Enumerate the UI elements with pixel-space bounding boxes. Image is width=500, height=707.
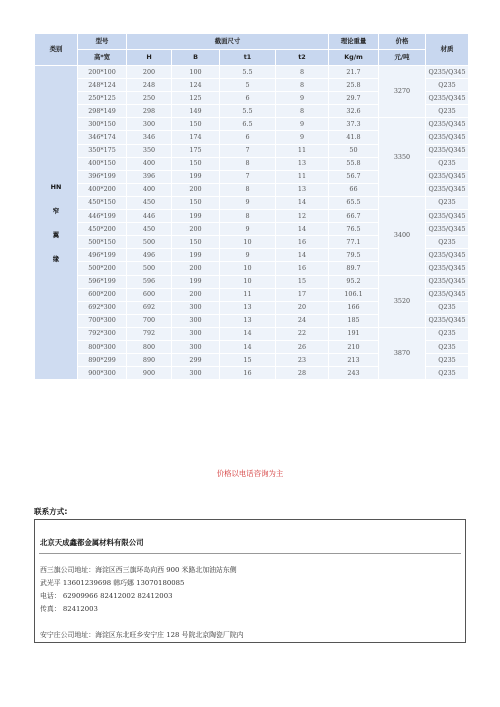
- cell-material: Q235: [426, 236, 469, 249]
- cell-weight: 185: [329, 314, 379, 327]
- cell-h: 200: [127, 66, 172, 79]
- cell-t2: 28: [276, 367, 329, 380]
- header-price-unit: 元/吨: [379, 50, 426, 66]
- category-char: 窄: [52, 206, 60, 215]
- cell-t1: 6.5: [220, 118, 276, 131]
- cell-h: 600: [127, 288, 172, 301]
- cell-t2: 12: [276, 210, 329, 223]
- cell-material: Q235: [426, 301, 469, 314]
- cell-b: 200: [172, 288, 220, 301]
- cell-t1: 13: [220, 314, 276, 327]
- header-weight-unit: Kg/m: [329, 50, 379, 66]
- cell-price: 3400: [379, 196, 426, 275]
- cell-price: 3520: [379, 275, 426, 327]
- cell-b: 200: [172, 183, 220, 196]
- cell-t1: 15: [220, 354, 276, 367]
- cell-t1: 10: [220, 262, 276, 275]
- cell-h: 396: [127, 170, 172, 183]
- cell-model: 396*199: [78, 170, 127, 183]
- cell-b: 150: [172, 157, 220, 170]
- table-row: [35, 196, 469, 209]
- cell-t1: 7: [220, 144, 276, 157]
- header-weight: 理论重量: [329, 34, 379, 50]
- cell-price: 3350: [379, 118, 426, 197]
- cell-t2: 8: [276, 66, 329, 79]
- cell-h: 400: [127, 183, 172, 196]
- cell-t2: 15: [276, 275, 329, 288]
- category-char: 翼: [52, 230, 60, 239]
- cell-h: 500: [127, 236, 172, 249]
- cell-t2: 11: [276, 170, 329, 183]
- cell-b: 150: [172, 196, 220, 209]
- cell-model: 400*200: [78, 183, 127, 196]
- cell-model: 500*150: [78, 236, 127, 249]
- cell-t1: 14: [220, 340, 276, 353]
- table-row: [35, 327, 469, 340]
- cell-model: 900*300: [78, 367, 127, 380]
- cell-b: 300: [172, 327, 220, 340]
- category-char: HN: [50, 182, 62, 191]
- header-t2: t2: [276, 50, 329, 66]
- cell-t2: 23: [276, 354, 329, 367]
- cell-weight: 50: [329, 144, 379, 157]
- cell-h: 496: [127, 249, 172, 262]
- cell-b: 149: [172, 105, 220, 118]
- cell-t1: 9: [220, 196, 276, 209]
- cell-h: 350: [127, 144, 172, 157]
- fax-line: 传真： 82412003: [40, 605, 98, 613]
- cell-t2: 9: [276, 131, 329, 144]
- cell-material: Q235/Q345: [426, 288, 469, 301]
- cell-material: Q235: [426, 105, 469, 118]
- cell-weight: 213: [329, 354, 379, 367]
- cell-t1: 9: [220, 223, 276, 236]
- cell-b: 300: [172, 301, 220, 314]
- cell-material: Q235: [426, 79, 469, 92]
- cell-h: 450: [127, 196, 172, 209]
- cell-t2: 24: [276, 314, 329, 327]
- cell-t2: 9: [276, 92, 329, 105]
- cell-t1: 13: [220, 301, 276, 314]
- cell-b: 200: [172, 262, 220, 275]
- cell-t2: 22: [276, 327, 329, 340]
- cell-h: 300: [127, 118, 172, 131]
- cell-b: 300: [172, 340, 220, 353]
- cell-b: 174: [172, 131, 220, 144]
- cell-weight: 66.7: [329, 210, 379, 223]
- cell-model: 496*199: [78, 249, 127, 262]
- table-row: [35, 275, 469, 288]
- cell-h: 792: [127, 327, 172, 340]
- cell-t1: 7: [220, 170, 276, 183]
- cell-h: 446: [127, 210, 172, 223]
- cell-t2: 16: [276, 262, 329, 275]
- cell-t1: 6: [220, 92, 276, 105]
- cell-t2: 14: [276, 196, 329, 209]
- cell-h: 248: [127, 79, 172, 92]
- cell-material: Q235/Q345: [426, 183, 469, 196]
- header-model-sub: 高*宽: [78, 50, 127, 66]
- cell-weight: 55.8: [329, 157, 379, 170]
- company-name: 北京天成鑫都金属材料有限公司: [40, 538, 144, 547]
- cell-weight: 37.3: [329, 118, 379, 131]
- table-row: [35, 118, 469, 131]
- cell-t1: 5: [220, 79, 276, 92]
- cell-t1: 10: [220, 236, 276, 249]
- cell-t2: 17: [276, 288, 329, 301]
- header-material: 材质: [426, 34, 469, 66]
- cell-material: Q235/Q345: [426, 262, 469, 275]
- cell-t2: 14: [276, 249, 329, 262]
- cell-b: 299: [172, 354, 220, 367]
- cell-model: 248*124: [78, 79, 127, 92]
- cell-material: Q235: [426, 327, 469, 340]
- cell-material: Q235: [426, 157, 469, 170]
- cell-h: 346: [127, 131, 172, 144]
- cell-t2: 8: [276, 105, 329, 118]
- header-model: 型号: [78, 34, 127, 50]
- cell-b: 150: [172, 118, 220, 131]
- cell-weight: 41.8: [329, 131, 379, 144]
- cell-t1: 5.5: [220, 66, 276, 79]
- cell-h: 890: [127, 354, 172, 367]
- cell-model: 600*200: [78, 288, 127, 301]
- phone-line: 电话： 62909966 82412002 82412003: [40, 592, 173, 600]
- address-xisanqi: 西三旗公司地址：海淀区西三旗环岛向西 900 米路北加油站东侧: [40, 566, 237, 574]
- cell-price: 3870: [379, 327, 426, 379]
- contact-box: [34, 519, 466, 643]
- table-row: [35, 66, 469, 79]
- cell-model: 346*174: [78, 131, 127, 144]
- cell-model: 700*300: [78, 314, 127, 327]
- cell-material: Q235/Q345: [426, 170, 469, 183]
- cell-t1: 8: [220, 157, 276, 170]
- cell-model: 500*200: [78, 262, 127, 275]
- header-price: 价格: [379, 34, 426, 50]
- cell-t2: 8: [276, 79, 329, 92]
- header-b: B: [172, 50, 220, 66]
- cell-model: 792*300: [78, 327, 127, 340]
- cell-b: 100: [172, 66, 220, 79]
- cell-model: 250*125: [78, 92, 127, 105]
- cell-material: Q235/Q345: [426, 131, 469, 144]
- contact-heading: 联系方式:: [34, 507, 68, 516]
- cell-weight: 76.5: [329, 223, 379, 236]
- cell-h: 400: [127, 157, 172, 170]
- cell-material: Q235/Q345: [426, 249, 469, 262]
- cell-material: Q235: [426, 196, 469, 209]
- cell-model: 350*175: [78, 144, 127, 157]
- header-category: 类别: [35, 34, 78, 66]
- cell-model: 300*150: [78, 118, 127, 131]
- cell-h: 700: [127, 314, 172, 327]
- cell-t1: 8: [220, 183, 276, 196]
- cell-material: Q235/Q345: [426, 314, 469, 327]
- cell-weight: 95.2: [329, 275, 379, 288]
- cell-weight: 89.7: [329, 262, 379, 275]
- cell-t2: 13: [276, 157, 329, 170]
- cell-material: Q235: [426, 340, 469, 353]
- cell-h: 450: [127, 223, 172, 236]
- cell-material: Q235: [426, 367, 469, 380]
- cell-weight: 29.7: [329, 92, 379, 105]
- cell-model: 596*199: [78, 275, 127, 288]
- cell-t1: 14: [220, 327, 276, 340]
- cell-weight: 32.6: [329, 105, 379, 118]
- cell-h: 692: [127, 301, 172, 314]
- header-h: H: [127, 50, 172, 66]
- price-table: [34, 33, 469, 380]
- cell-t2: 14: [276, 223, 329, 236]
- cell-model: 298*149: [78, 105, 127, 118]
- cell-b: 199: [172, 210, 220, 223]
- price-note: 价格以电话咨询为主: [216, 469, 284, 478]
- cell-model: 800*300: [78, 340, 127, 353]
- contact-persons: 武光平 13601239698 韩巧娜 13070180085: [40, 579, 185, 587]
- cell-b: 125: [172, 92, 220, 105]
- cell-weight: 243: [329, 367, 379, 380]
- cell-weight: 66: [329, 183, 379, 196]
- cell-material: Q235/Q345: [426, 210, 469, 223]
- cell-weight: 56.7: [329, 170, 379, 183]
- cell-h: 500: [127, 262, 172, 275]
- cell-b: 300: [172, 314, 220, 327]
- cell-model: 400*150: [78, 157, 127, 170]
- cell-weight: 106.1: [329, 288, 379, 301]
- cell-h: 596: [127, 275, 172, 288]
- cell-weight: 166: [329, 301, 379, 314]
- cell-t2: 13: [276, 183, 329, 196]
- cell-material: Q235/Q345: [426, 66, 469, 79]
- category-cell: [35, 66, 78, 380]
- cell-model: 450*150: [78, 196, 127, 209]
- address-anningzhuang: 安宁庄公司地址：海淀区东北旺乡安宁庄 128 号院北京陶瓷厂院内: [40, 631, 244, 639]
- cell-t1: 16: [220, 367, 276, 380]
- cell-material: Q235/Q345: [426, 92, 469, 105]
- cell-h: 800: [127, 340, 172, 353]
- cell-t2: 26: [276, 340, 329, 353]
- cell-weight: 65.5: [329, 196, 379, 209]
- cell-material: Q235/Q345: [426, 118, 469, 131]
- cell-model: 450*200: [78, 223, 127, 236]
- cell-b: 199: [172, 170, 220, 183]
- cell-b: 175: [172, 144, 220, 157]
- cell-b: 150: [172, 236, 220, 249]
- cell-h: 298: [127, 105, 172, 118]
- cell-t2: 9: [276, 118, 329, 131]
- cell-b: 199: [172, 275, 220, 288]
- cell-price: 3270: [379, 66, 426, 118]
- cell-material: Q235/Q345: [426, 275, 469, 288]
- cell-material: Q235/Q345: [426, 223, 469, 236]
- cell-b: 300: [172, 367, 220, 380]
- cell-t2: 16: [276, 236, 329, 249]
- cell-b: 124: [172, 79, 220, 92]
- cell-weight: 191: [329, 327, 379, 340]
- cell-weight: 77.1: [329, 236, 379, 249]
- cell-h: 900: [127, 367, 172, 380]
- cell-weight: 21.7: [329, 66, 379, 79]
- cell-model: 446*199: [78, 210, 127, 223]
- cell-model: 692*300: [78, 301, 127, 314]
- cell-t2: 11: [276, 144, 329, 157]
- cell-t1: 10: [220, 275, 276, 288]
- cell-h: 250: [127, 92, 172, 105]
- cell-t1: 6: [220, 131, 276, 144]
- cell-b: 199: [172, 249, 220, 262]
- cell-material: Q235: [426, 354, 469, 367]
- divider: [39, 553, 461, 554]
- cell-t1: 11: [220, 288, 276, 301]
- cell-t1: 9: [220, 249, 276, 262]
- cell-weight: 25.8: [329, 79, 379, 92]
- cell-t2: 20: [276, 301, 329, 314]
- cell-weight: 79.5: [329, 249, 379, 262]
- cell-t1: 8: [220, 210, 276, 223]
- cell-weight: 210: [329, 340, 379, 353]
- category-char: 缘: [52, 254, 60, 263]
- cell-model: 200*100: [78, 66, 127, 79]
- header-t1: t1: [220, 50, 276, 66]
- cell-t1: 5.5: [220, 105, 276, 118]
- cell-material: Q235/Q345: [426, 144, 469, 157]
- cell-model: 890*299: [78, 354, 127, 367]
- cell-b: 200: [172, 223, 220, 236]
- header-section: 截面尺寸: [127, 34, 329, 50]
